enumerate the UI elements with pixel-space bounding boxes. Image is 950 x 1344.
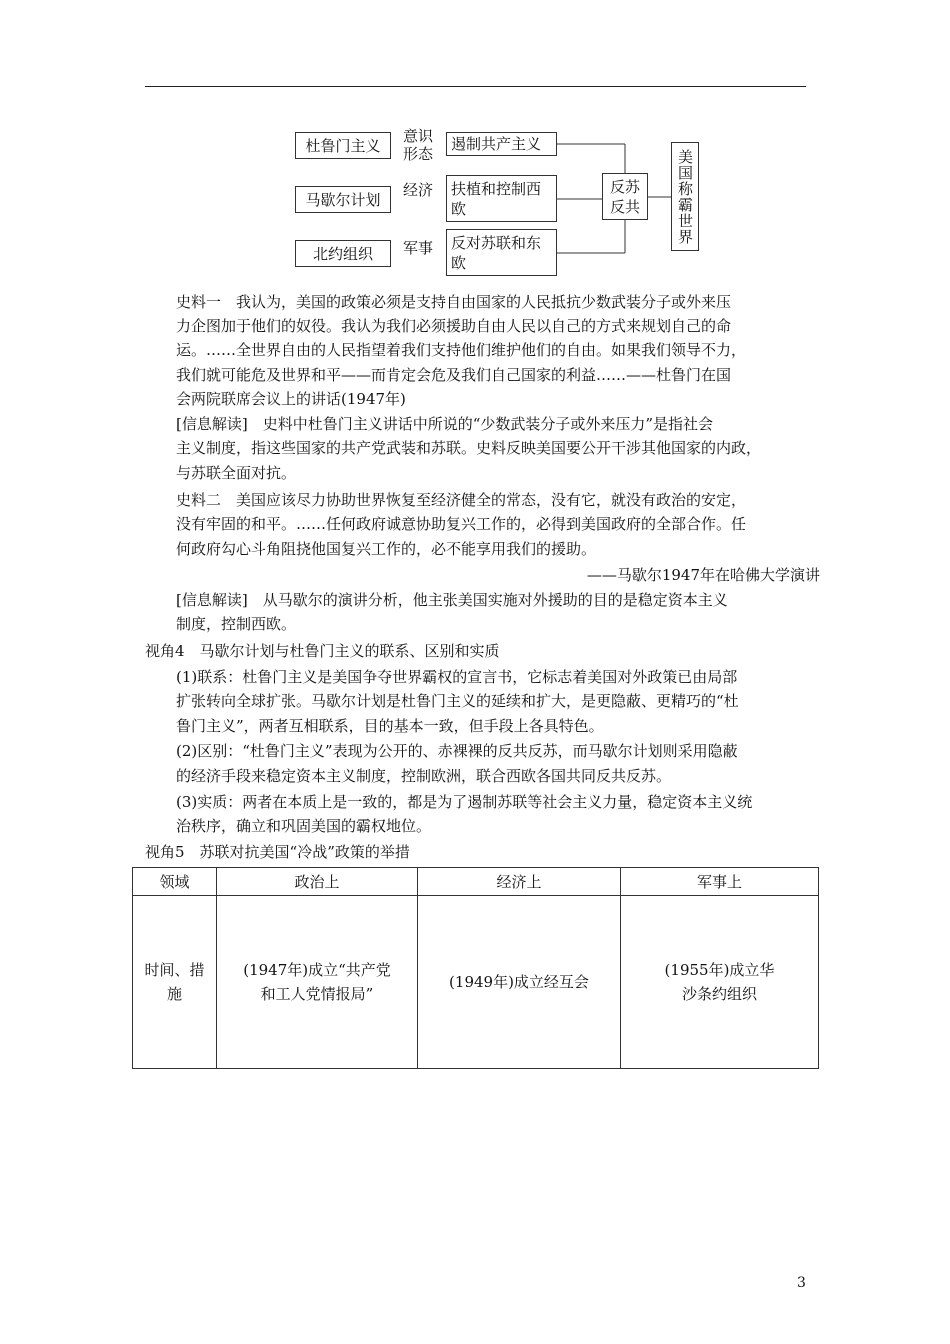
view5-title: 视角5 苏联对抗美国“冷战”政策的举措	[145, 843, 410, 861]
material2-line: 何政府勾心斗角阻挠他国复兴工作的，必不能享用我们的援助。	[176, 540, 597, 558]
source-marshall: 马歇尔计划	[295, 186, 391, 213]
material2-source: ——马歇尔1947年在哈佛大学演讲	[586, 566, 820, 584]
merge-anti-soviet: 反苏 反共	[602, 173, 648, 220]
view4-line: 治秩序，确立和巩固美国的霸权地位。	[176, 817, 432, 835]
interp1-line: [信息解读] 史料中杜鲁门主义讲话中所说的“少数武装分子或外来压力”是指社会	[176, 415, 714, 433]
relation-military: 军事	[402, 239, 433, 257]
cell-economic: (1949年)成立经互会	[418, 896, 621, 1069]
source-truman: 杜鲁门主义	[295, 132, 391, 159]
view4-line: 扩张转向全球扩张。马歇尔计划是杜鲁门主义的延续和扩大，是更隐蔽、更精巧的“杜	[176, 692, 739, 710]
aim-control-west-europe: 扶植和控制西 欧	[446, 175, 557, 222]
interp2-line: 制度，控制西欧。	[176, 615, 297, 633]
header-military: 军事上	[621, 868, 819, 896]
result-box	[671, 142, 699, 251]
view4-line: (1)联系：杜鲁门主义是美国争夺世界霸权的宣言书，它标志着美国对外政策已由局部	[176, 668, 738, 686]
relation-ideology: 意识 形态	[402, 127, 433, 163]
relation-economy: 经济	[402, 181, 433, 199]
header-domain: 领域	[133, 868, 217, 896]
material1-line: 我们就可能危及世界和平——而肯定会危及我们自己国家的利益……——杜鲁门在国	[176, 366, 732, 384]
interp1-line: 主义制度，指这些国家的共产党武装和苏联。史料反映美国要公开干涉其他国家的内政，	[176, 439, 762, 457]
aim-contain-communism: 遏制共产主义	[446, 132, 557, 156]
interp1-line: 与苏联全面对抗。	[176, 464, 297, 482]
table-header-row	[133, 868, 819, 896]
concept-diagram	[0, 0, 950, 300]
measures-table	[132, 867, 819, 1069]
interp2-line: [信息解读] 从马歇尔的演讲分析，他主张美国实施对外援助的目的是稳定资本主义	[176, 591, 728, 609]
view4-line: (2)区别：“杜鲁门主义”表现为公开的、赤裸裸的反共反苏，而马歇尔计划则采用隐蔽	[176, 742, 738, 760]
header-political: 政治上	[217, 868, 418, 896]
result-text: 美国称霸世界	[676, 148, 694, 245]
material1-line: 史料一 我认为，美国的政策必须是支持自由国家的人民抵抗少数武装分子或外来压	[176, 293, 732, 311]
view4-title: 视角4 马歇尔计划与杜鲁门主义的联系、区别和实质	[145, 642, 500, 660]
aim-oppose-ussr: 反对苏联和东 欧	[446, 229, 557, 276]
header-economic: 经济上	[418, 868, 621, 896]
cell-military: (1955年)成立华 沙条约组织	[621, 896, 819, 1069]
material1-line: 运。……全世界自由的人民指望着我们支持他们维护他们的自由。如果我们领导不力，	[176, 341, 747, 359]
table-row	[133, 896, 819, 1069]
view4-line: 的经济手段来稳定资本主义制度，控制欧洲，联合西欧各国共同反共反苏。	[176, 767, 672, 785]
view4-line: (3)实质：两者在本质上是一致的，都是为了遏制苏联等社会主义力量，稳定资本主义统	[176, 793, 753, 811]
material2-line: 没有牢固的和平。……任何政府诚意协助复兴工作的，必得到美国政府的全部合作。任	[176, 515, 747, 533]
material2-line: 史料二 美国应该尽力协助世界恢复至经济健全的常态，没有它，就没有政治的安定，	[176, 491, 747, 509]
page-number: 3	[797, 1275, 806, 1291]
view4-line: 鲁门主义”，两者互相联系，目的基本一致，但手段上各具特色。	[176, 717, 604, 735]
source-nato: 北约组织	[295, 240, 391, 267]
material1-line: 力企图加于他们的奴役。我认为我们必须援助自由人民以自己的方式来规划自己的命	[176, 317, 732, 335]
row-label: 时间、措 施	[133, 896, 217, 1069]
material1-line: 会两院联席会议上的讲话(1947年)	[176, 390, 406, 408]
cell-political: (1947年)成立“共产党 和工人党情报局”	[217, 896, 418, 1069]
